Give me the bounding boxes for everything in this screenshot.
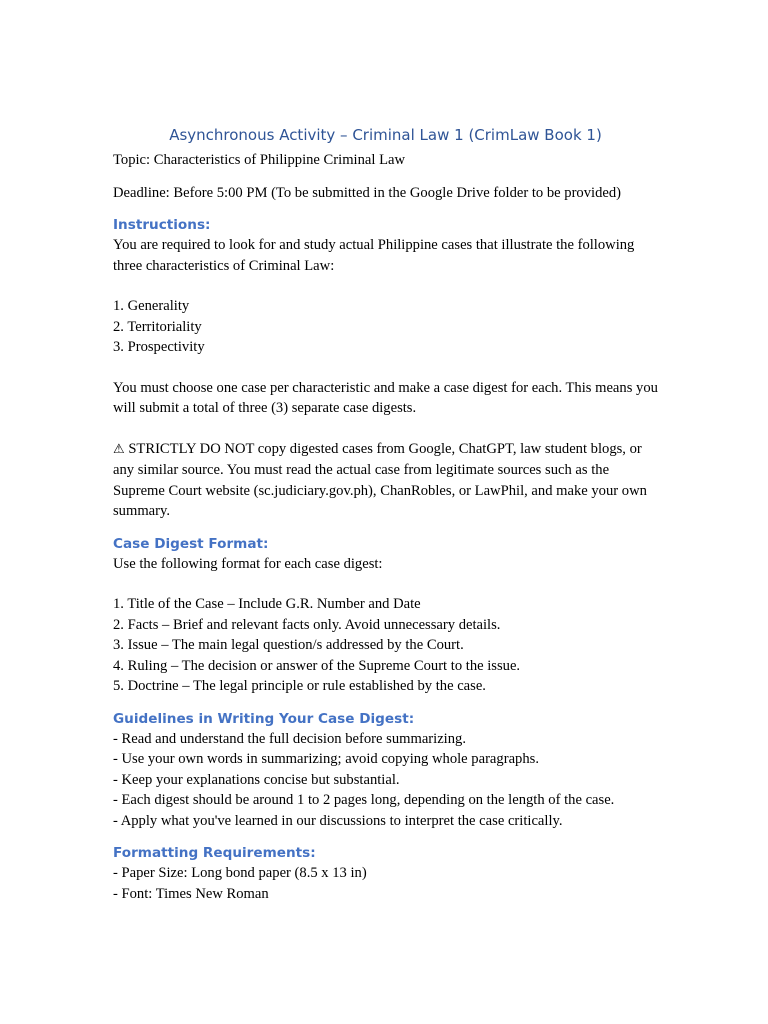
guidelines-heading: Guidelines in Writing Your Case Digest:: [113, 710, 415, 727]
characteristic-item: 3. Prospectivity: [113, 339, 205, 355]
format-item: 2. Facts – Brief and relevant facts only. Avoid unnecessary details.: [113, 616, 501, 633]
document-page: [113, 124, 658, 904]
instructions-intro: You are required to look for and study actual Philippine cases that illustrate the following three characteristics of Criminal Law:: [113, 237, 635, 274]
instructions-choose: You must choose one case per characteristic and make a case digest for each. This means you will submit a total of three (3) separate case digests.: [113, 379, 658, 416]
characteristic-item: 2. Territoriality: [113, 318, 202, 335]
format-item: 5. Doctrine – The legal principle or rule established by the case.: [113, 678, 486, 694]
topic-line: Topic: Characteristics of Philippine Criminal Law: [113, 152, 406, 168]
guideline-item: - Read and understand the full decision before summarizing.: [113, 730, 466, 747]
guideline-item: - Each digest should be around 1 to 2 pages long, depending on the length of the case.: [113, 792, 615, 808]
format-heading: Case Digest Format:: [113, 535, 269, 552]
warning-icon: ⚠: [113, 441, 125, 457]
warning-text: STRICTLY DO NOT copy digested cases from Google, ChatGPT, law student blogs, or any similar source. You must read the actual case from legitimate sources such as the Supreme Court website (sc.judiciary.gov.ph), ChanRobles, or LawPhil, and make your own summary.: [113, 440, 647, 519]
characteristic-item: 1. Generality: [113, 298, 190, 314]
guideline-item: - Use your own words in summarizing; avoid copying whole paragraphs.: [113, 751, 539, 767]
format-item: 1. Title of the Case – Include G.R. Number and Date: [113, 596, 421, 612]
guideline-item: - Apply what you've learned in our discussions to interpret the case critically.: [113, 812, 563, 829]
instructions-heading: Instructions:: [113, 217, 211, 233]
format-intro: Use the following format for each case digest:: [113, 555, 383, 572]
formatting-item: - Font: Times New Roman: [113, 885, 269, 902]
warning-paragraph: [113, 439, 658, 522]
formatting-heading: Formatting Requirements:: [113, 845, 316, 861]
format-item: 4. Ruling – The decision or answer of the Supreme Court to the issue.: [113, 657, 521, 674]
guideline-item: - Keep your explanations concise but substantial.: [113, 771, 400, 788]
deadline-line: Deadline: Before 5:00 PM (To be submitted in the Google Drive folder to be provided): [113, 184, 622, 201]
document-title: Asynchronous Activity – Criminal Law 1 (CrimLaw Book 1): [169, 126, 602, 144]
formatting-item: - Paper Size: Long bond paper (8.5 x 13 in): [113, 865, 367, 881]
format-item: 3. Issue – The main legal question/s addressed by the Court.: [113, 637, 464, 653]
